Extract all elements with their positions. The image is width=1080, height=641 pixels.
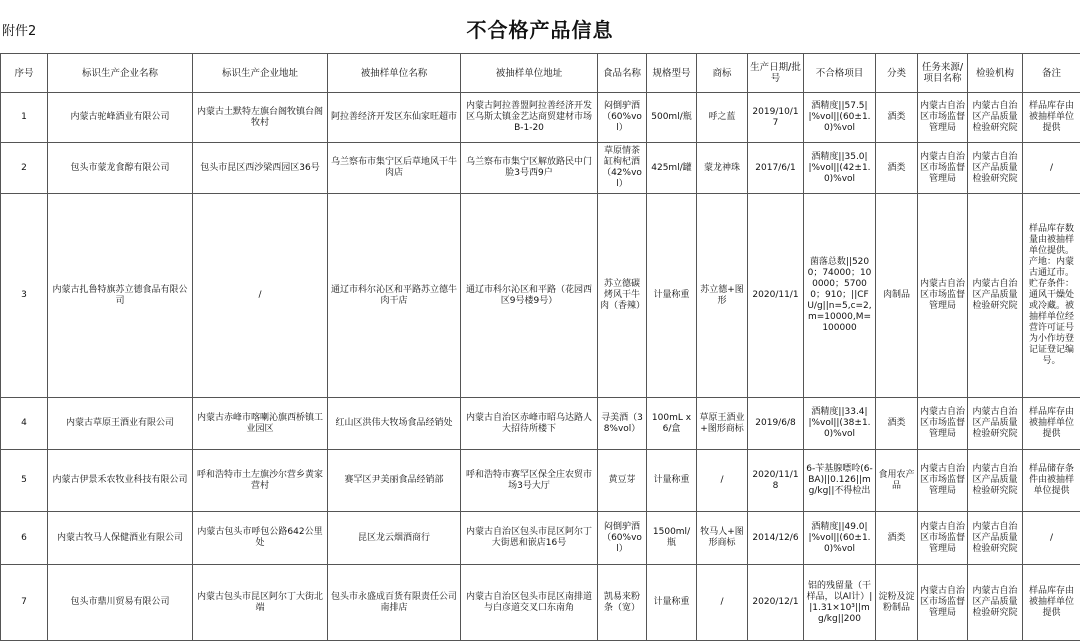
cell-food-name: 黄豆芽	[598, 450, 647, 512]
cell-category: 食用农产品	[876, 450, 918, 512]
cell-spec: 1500ml/瓶	[647, 512, 697, 565]
cell-sampled-address: 内蒙古阿拉善盟阿拉善经济开发区乌斯太镇金艺达商贸建材市场B-1-20	[461, 93, 598, 143]
cell-brand: 草原王酒业+图形商标	[697, 398, 748, 450]
cell-sampled-unit: 通辽市科尔沁区和平路苏立德牛肉干店	[328, 194, 461, 398]
cell-inspection-lab: 内蒙古自治区产品质量检验研究院	[968, 194, 1023, 398]
cell-no: 7	[1, 565, 48, 641]
cell-food-name: 凯易来粉条（宽）	[598, 565, 647, 641]
cell-producer-address: 内蒙古包头市呼包公路642公里处	[193, 512, 328, 565]
cell-food-name: 闷倒驴酒（60%vol）	[598, 93, 647, 143]
cell-remark: 样品库存数量由被抽样单位提供。产地：内蒙古通辽市。贮存条件：通风干燥处或冷藏。被抽样单位经营许可证号为小作坊登记证登记编号。	[1023, 194, 1080, 398]
col-header-inspection-lab: 检验机构	[968, 54, 1023, 93]
cell-production-date: 2020/11/18	[748, 450, 804, 512]
col-header-remark: 备注	[1023, 54, 1080, 93]
cell-sampled-address: 通辽市科尔沁区和平路（花园西区9号楼9号）	[461, 194, 598, 398]
cell-brand: 牧马人+图形商标	[697, 512, 748, 565]
cell-sampled-address: 内蒙古自治区包头市昆区南排道与白彦道交叉口东南角	[461, 565, 598, 641]
cell-production-date: 2020/12/1	[748, 565, 804, 641]
cell-remark: 样品库存由被抽样单位提供	[1023, 565, 1080, 641]
cell-producer: 包头市鼎川贸易有限公司	[48, 565, 193, 641]
cell-brand: 苏立德+图形	[697, 194, 748, 398]
cell-sampled-address: 内蒙古自治区赤峰市昭乌达路人大招待所楼下	[461, 398, 598, 450]
cell-producer-address: 内蒙古包头市昆区阿尔丁大街北端	[193, 565, 328, 641]
cell-sampled-unit: 赛罕区尹美丽食品经销部	[328, 450, 461, 512]
cell-no: 5	[1, 450, 48, 512]
cell-task-source: 内蒙古自治区市场监督管理局	[918, 93, 968, 143]
cell-spec: 计量称重	[647, 450, 697, 512]
cell-producer: 内蒙古伊景禾农牧业科技有限公司	[48, 450, 193, 512]
cell-failed-item: 铝的残留量（干样品，以Al计）||1.31×10³||mg/kg||200	[804, 565, 876, 641]
cell-production-date: 2019/6/8	[748, 398, 804, 450]
cell-task-source: 内蒙古自治区市场监督管理局	[918, 143, 968, 194]
cell-inspection-lab: 内蒙古自治区产品质量检验研究院	[968, 512, 1023, 565]
cell-producer-address: 内蒙古赤峰市喀喇沁旗西桥镇工业园区	[193, 398, 328, 450]
cell-inspection-lab: 内蒙古自治区产品质量检验研究院	[968, 93, 1023, 143]
cell-producer: 包头市蒙龙食醇有限公司	[48, 143, 193, 194]
cell-remark: 样品储存条件由被抽样单位提供	[1023, 450, 1080, 512]
cell-producer-address: /	[193, 194, 328, 398]
header-row	[1, 54, 1080, 93]
col-header-producer-address: 标识生产企业地址	[193, 54, 328, 93]
cell-food-name: 苏立德碳烤风干牛肉（香辣）	[598, 194, 647, 398]
cell-remark: 样品库存由被抽样单位提供	[1023, 93, 1080, 143]
cell-spec: 425ml/罐	[647, 143, 697, 194]
cell-sampled-address: 乌兰察布市集宁区解放路民中门脸3号西9户	[461, 143, 598, 194]
cell-sampled-address: 内蒙古自治区包头市昆区阿尔丁大街恩和嵌店16号	[461, 512, 598, 565]
cell-category: 淀粉及淀粉制品	[876, 565, 918, 641]
cell-brand: /	[697, 450, 748, 512]
cell-failed-item: 酒精度||33.4||%vol||(38±1.0)%vol	[804, 398, 876, 450]
cell-brand: /	[697, 565, 748, 641]
cell-task-source: 内蒙古自治区市场监督管理局	[918, 398, 968, 450]
col-header-no: 序号	[1, 54, 48, 93]
col-header-production-date: 生产日期/批号	[748, 54, 804, 93]
cell-failed-item: 6-苄基腺嘌呤(6-BA)||0.126||mg/kg||不得检出	[804, 450, 876, 512]
cell-producer-address: 呼和浩特市土左旗沙尔营乡黄家营村	[193, 450, 328, 512]
cell-category: 酒类	[876, 143, 918, 194]
cell-production-date: 2014/12/6	[748, 512, 804, 565]
cell-sampled-unit: 红山区洪伟大牧场食品经销处	[328, 398, 461, 450]
cell-task-source: 内蒙古自治区市场监督管理局	[918, 450, 968, 512]
cell-sampled-unit: 乌兰察布市集宁区后草地风干牛肉店	[328, 143, 461, 194]
cell-production-date: 2019/10/17	[748, 93, 804, 143]
cell-category: 酒类	[876, 398, 918, 450]
cell-spec: 500ml/瓶	[647, 93, 697, 143]
cell-production-date: 2017/6/1	[748, 143, 804, 194]
cell-task-source: 内蒙古自治区市场监督管理局	[918, 565, 968, 641]
cell-producer-address: 包头市昆区西沙梁西园区36号	[193, 143, 328, 194]
cell-producer-address: 内蒙古土默特左旗台阁牧镇台阁牧村	[193, 93, 328, 143]
cell-brand: 蒙龙神珠	[697, 143, 748, 194]
cell-food-name: 寻美酒（38%vol）	[598, 398, 647, 450]
cell-production-date: 2020/11/1	[748, 194, 804, 398]
cell-sampled-unit: 阿拉善经济开发区东仙家旺超市	[328, 93, 461, 143]
table-row	[1, 143, 1080, 194]
cell-producer: 内蒙古扎鲁特旗苏立德食品有限公司	[48, 194, 193, 398]
col-header-sampled-address: 被抽样单位地址	[461, 54, 598, 93]
cell-no: 6	[1, 512, 48, 565]
col-header-food-name: 食品名称	[598, 54, 647, 93]
cell-inspection-lab: 内蒙古自治区产品质量检验研究院	[968, 398, 1023, 450]
cell-failed-item: 酒精度||49.0||%vol||(60±1.0)%vol	[804, 512, 876, 565]
cell-producer: 内蒙古驼峰酒业有限公司	[48, 93, 193, 143]
cell-food-name: 草原情茶缸枸杞酒（42%vol）	[598, 143, 647, 194]
cell-inspection-lab: 内蒙古自治区产品质量检验研究院	[968, 565, 1023, 641]
cell-inspection-lab: 内蒙古自治区产品质量检验研究院	[968, 143, 1023, 194]
cell-no: 3	[1, 194, 48, 398]
cell-no: 2	[1, 143, 48, 194]
cell-category: 酒类	[876, 93, 918, 143]
cell-remark: /	[1023, 143, 1080, 194]
cell-spec: 计量称重	[647, 194, 697, 398]
table-row	[1, 93, 1080, 143]
col-header-spec: 规格型号	[647, 54, 697, 93]
table-row	[1, 450, 1080, 512]
cell-sampled-unit: 昆区龙云烟酒商行	[328, 512, 461, 565]
col-header-task-source: 任务来源/项目名称	[918, 54, 968, 93]
cell-remark: 样品库存由被抽样单位提供	[1023, 398, 1080, 450]
col-header-producer: 标识生产企业名称	[48, 54, 193, 93]
col-header-sampled-unit: 被抽样单位名称	[328, 54, 461, 93]
cell-food-name: 闷倒驴酒（60%vol）	[598, 512, 647, 565]
cell-failed-item: 酒精度||57.5||%vol||(60±1.0)%vol	[804, 93, 876, 143]
cell-no: 4	[1, 398, 48, 450]
cell-task-source: 内蒙古自治区市场监督管理局	[918, 194, 968, 398]
table-row	[1, 565, 1080, 641]
table-row	[1, 398, 1080, 450]
cell-brand: 呼之蓝	[697, 93, 748, 143]
nonconforming-products-table	[0, 53, 1080, 641]
cell-spec: 计量称重	[647, 565, 697, 641]
cell-failed-item: 菌落总数||5200；74000；100000；57000；910；||CFU/g||n=5,c=2,m=10000,M=100000	[804, 194, 876, 398]
cell-no: 1	[1, 93, 48, 143]
col-header-failed-item: 不合格项目	[804, 54, 876, 93]
col-header-category: 分类	[876, 54, 918, 93]
attachment-label: 附件2	[2, 20, 36, 39]
cell-sampled-address: 呼和浩特市赛罕区保全庄农贸市场3号大厅	[461, 450, 598, 512]
cell-spec: 100mL x 6/盒	[647, 398, 697, 450]
cell-failed-item: 酒精度||35.0||%vol||(42±1.0)%vol	[804, 143, 876, 194]
table-row	[1, 194, 1080, 398]
cell-producer: 内蒙古牧马人保健酒业有限公司	[48, 512, 193, 565]
cell-sampled-unit: 包头市永盛成百货有限责任公司南排店	[328, 565, 461, 641]
cell-category: 肉制品	[876, 194, 918, 398]
table-row	[1, 512, 1080, 565]
cell-remark: /	[1023, 512, 1080, 565]
cell-category: 酒类	[876, 512, 918, 565]
cell-inspection-lab: 内蒙古自治区产品质量检验研究院	[968, 450, 1023, 512]
col-header-brand: 商标	[697, 54, 748, 93]
cell-task-source: 内蒙古自治区市场监督管理局	[918, 512, 968, 565]
page-title: 不合格产品信息	[0, 14, 1080, 43]
cell-producer: 内蒙古草原王酒业有限公司	[48, 398, 193, 450]
